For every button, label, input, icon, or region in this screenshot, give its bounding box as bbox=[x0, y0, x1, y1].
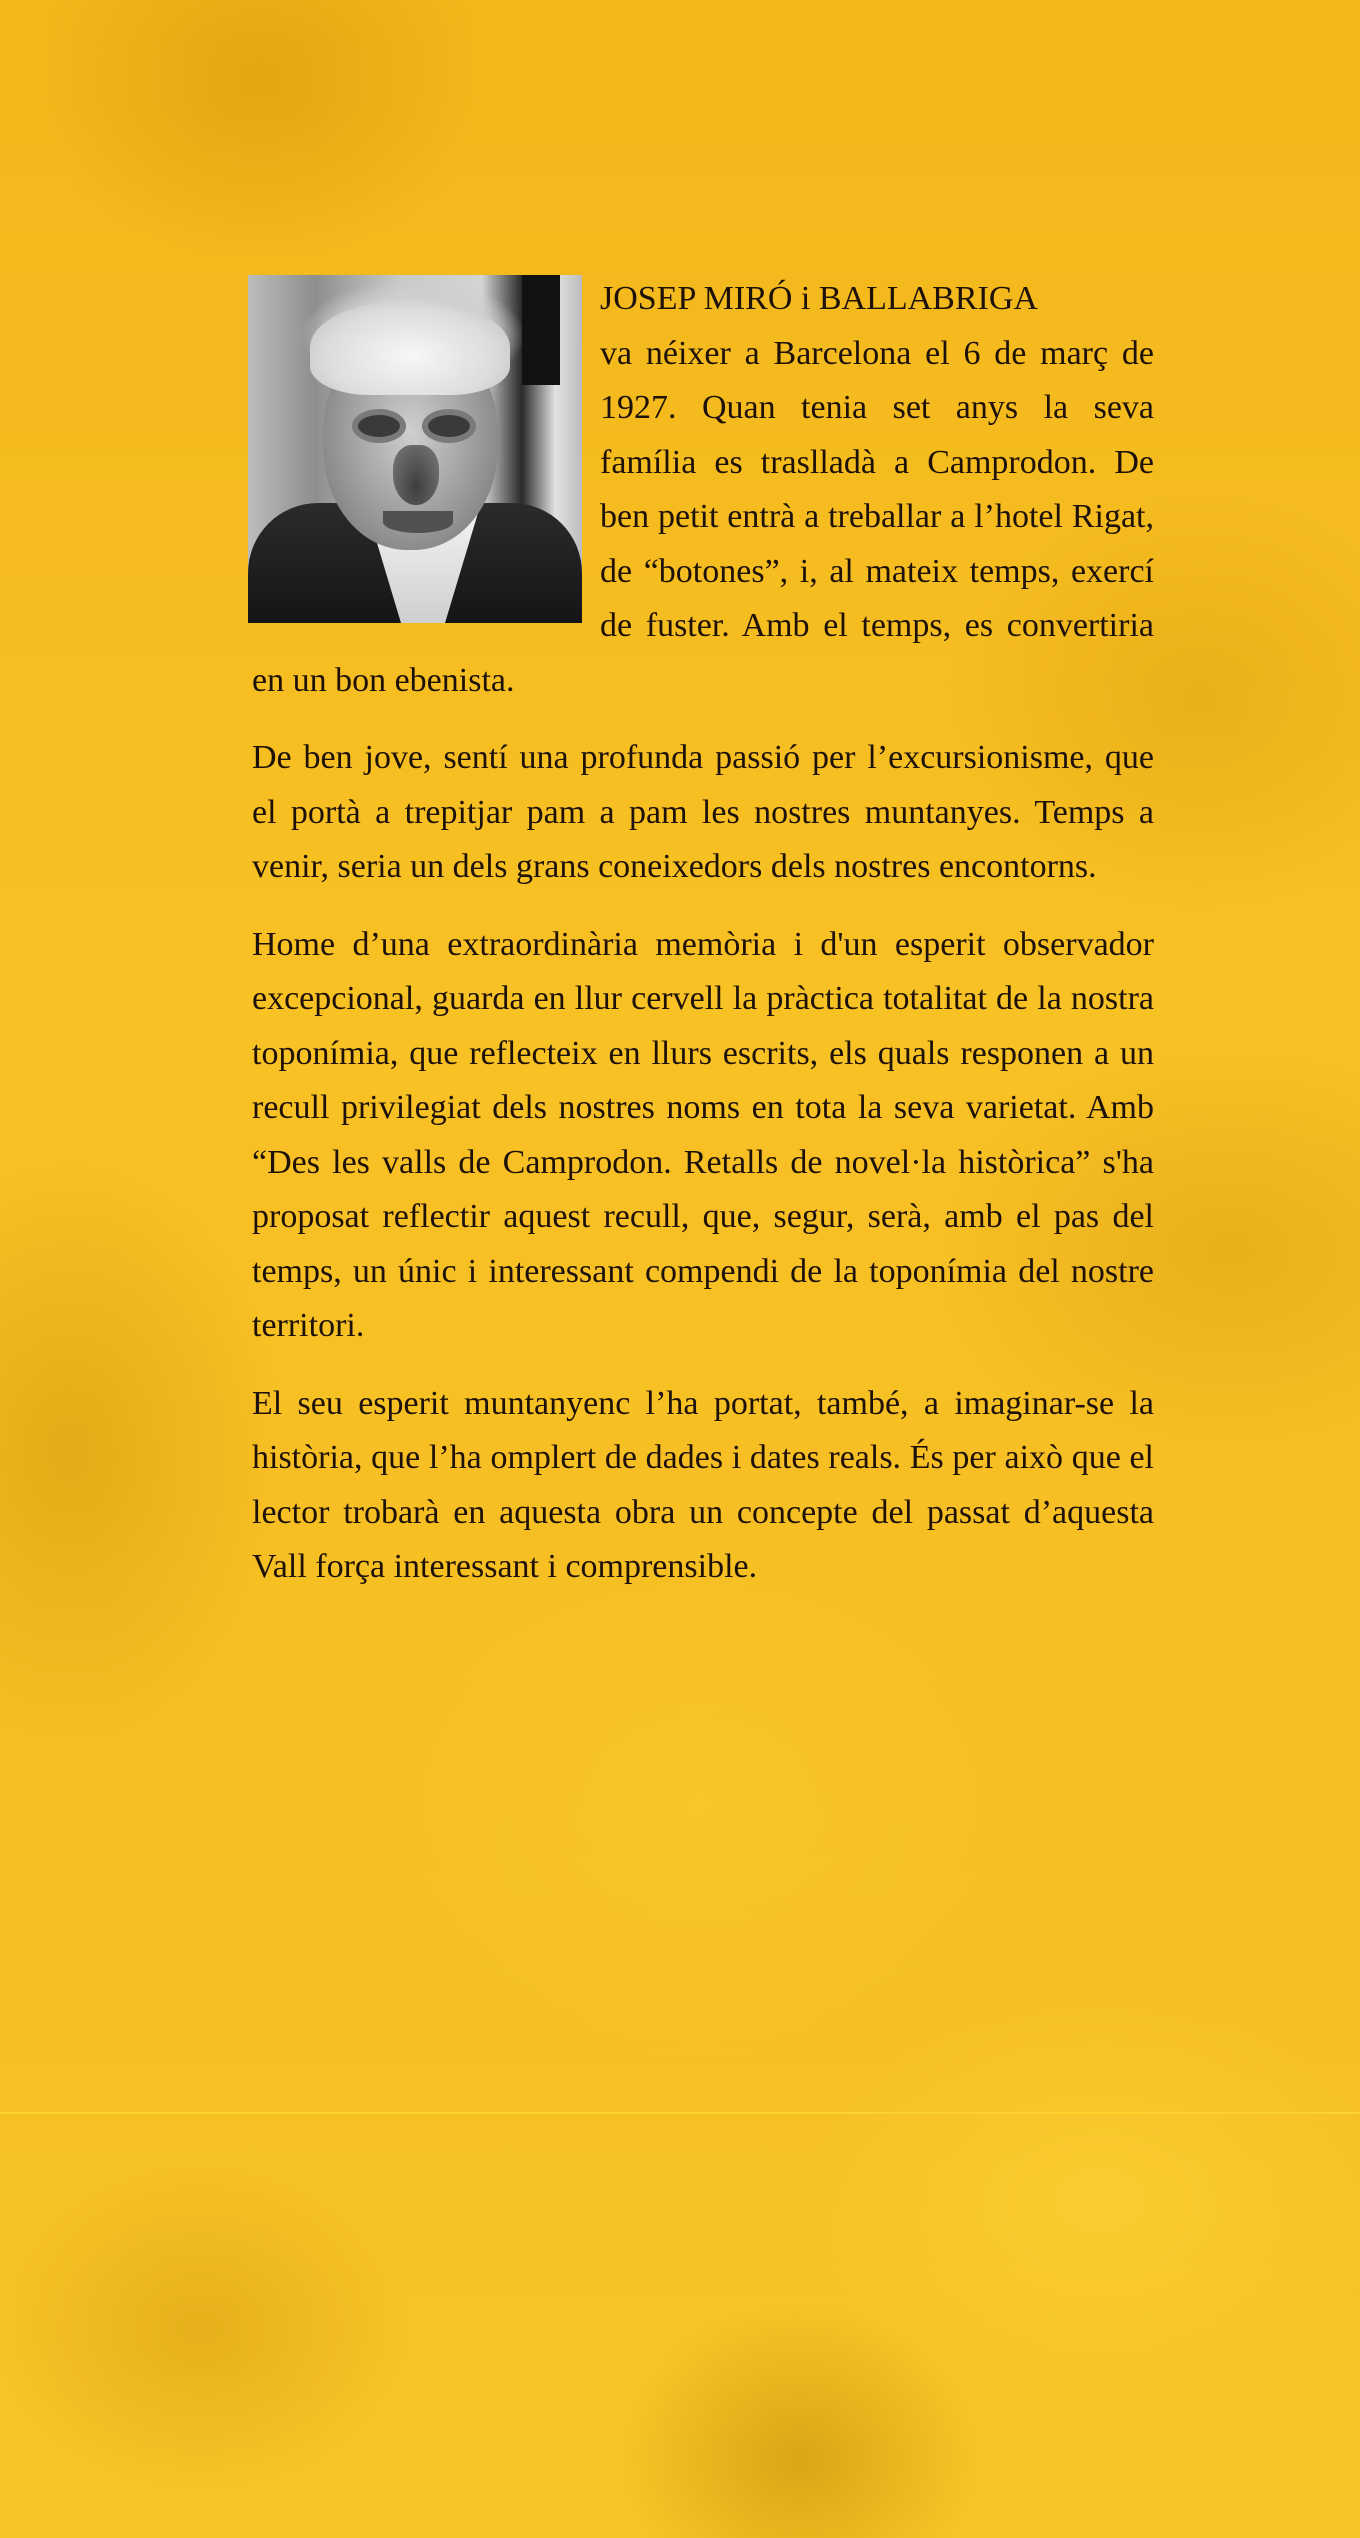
bio-paragraph-4: El seu esperit muntanyenc l’ha portat, també, a imaginar-se la història, que l’ha omplert de dades i dates reals. És per això que el lector trobarà en aquesta obra un concepte del passat d’aquesta Vall força interessant i comprensible. bbox=[252, 1384, 1154, 1585]
author-bio bbox=[252, 272, 1154, 1618]
bio-paragraph-3: Home d’una extraordinària memòria i d'un esperit observador excepcional, guarda en llur cervell la pràctica totalitat de la nostra toponímia, que reflecteix en llurs escrits, els quals responen a un recull privilegiat dels nostres noms en tota la seva varietat. Amb “Des les valls de Camprodon. Retalls de novel·la històrica” s'ha proposat reflectir aquest recull, que, segur, serà, amb el pas del temps, un únic i interessant compendi de la toponímia del nostre territori. bbox=[252, 925, 1154, 1344]
photo-background-shadow bbox=[522, 275, 560, 385]
photo-hair bbox=[310, 300, 510, 395]
photo-eye-left bbox=[358, 415, 400, 437]
bio-paragraph-1-text: va néixer a Barcelona el 6 de març de 1927. Quan tenia set anys la seva família es traslladà a Camprodon. De ben petit entrà a treballar a l’hotel Rigat, de “botones”, i, al mateix temps, exercí de fuster. Amb el temps, es convertiria en un bon ebenista. bbox=[252, 334, 1154, 699]
cover-fold-line bbox=[0, 2112, 1360, 2114]
photo-nose bbox=[393, 445, 439, 505]
photo-eye-right bbox=[428, 415, 470, 437]
author-name: JOSEP MIRÓ i BALLABRIGA bbox=[600, 280, 1038, 317]
photo-mouth bbox=[383, 511, 453, 533]
bio-paragraph-2: De ben jove, sentí una profunda passió per l’excursionisme, que el portà a trepitjar pam a pam les nostres muntanyes. Temps a venir, seria un dels grans coneixedors dels nostres encontorns. bbox=[252, 739, 1154, 885]
author-portrait-photo bbox=[248, 275, 582, 623]
